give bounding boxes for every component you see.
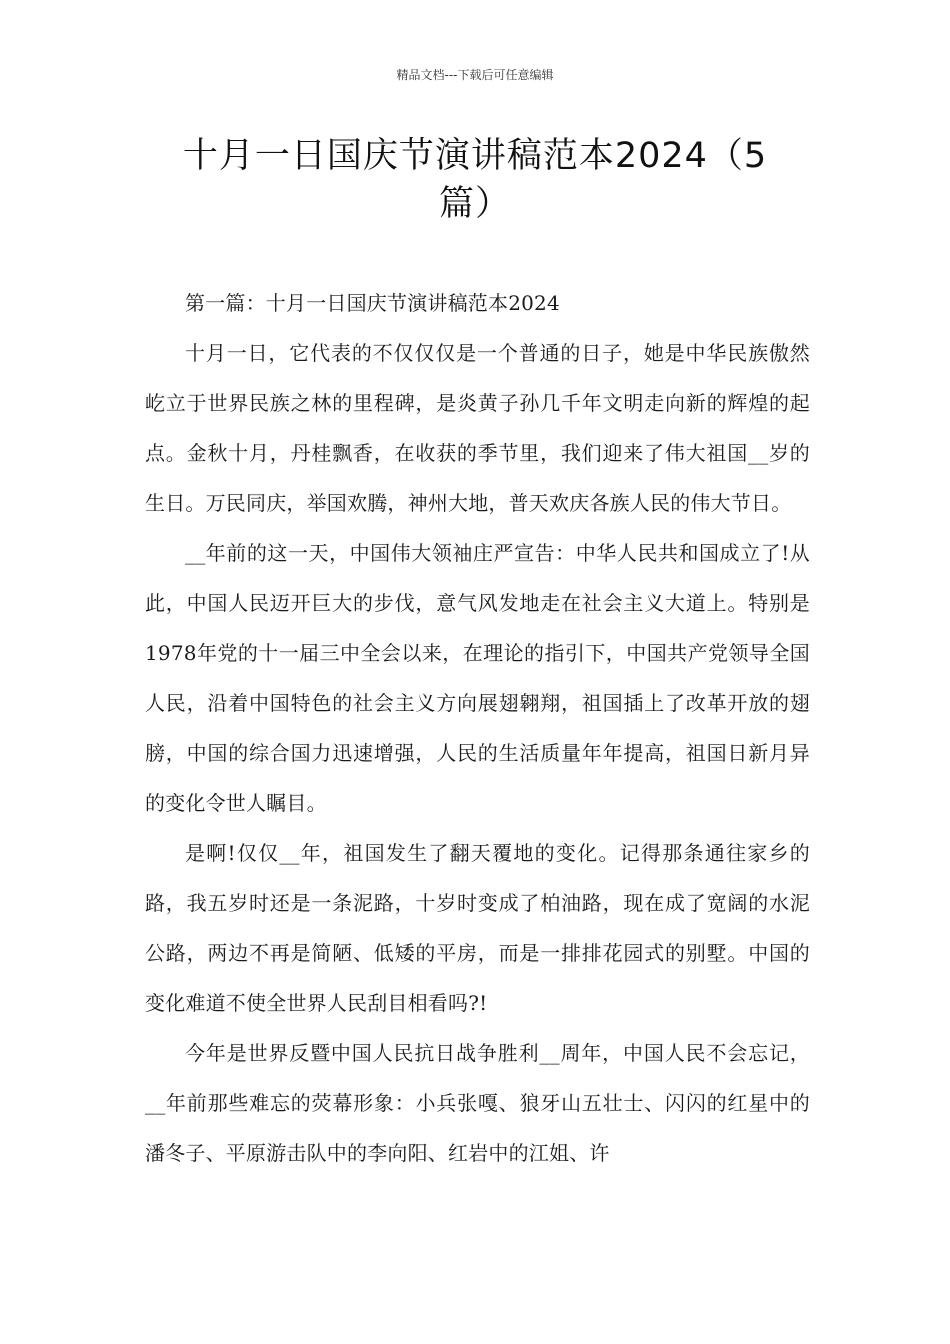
section-heading: 第一篇：十月一日国庆节演讲稿范本2024	[185, 291, 560, 315]
paragraph: 是啊!仅仅__年，祖国发生了翻天覆地的变化。记得那条通往家乡的路，我五岁时还是一条泥路，十岁时变成了柏油路，现在成了宽阔的水泥公路，两边不再是简陋、低矮的平房，而是一排排花园式的别墅。中国的变化难道不使全世界人民刮目相看吗?!	[145, 841, 810, 1015]
page-header: 精品文档---下载后可任意编辑	[396, 68, 554, 82]
title-line-1: 十月一日国庆节演讲稿范本2024（5	[182, 136, 768, 176]
paragraph: 今年是世界反暨中国人民抗日战争胜利__周年，中国人民不会忘记，__年前那些难忘的荧幕形象：小兵张嘎、狼牙山五壮士、闪闪的红星中的潘冬子、平原游击队中的李向阳、红岩中的江姐、许	[145, 1041, 810, 1165]
paragraph: __年前的这一天，中国伟大领袖庄严宣告：中华人民共和国成立了!从此，中国人民迈开巨大的步伐，意气风发地走在社会主义大道上。特别是1978年党的十一届三中全会以来，在理论的指引下，中国共产党领导全国人民，沿着中国特色的社会主义方向展翅翱翔，祖国插上了改革开放的翅膀，中国的综合国力迅速增强，人民的生活质量年年提高，祖国日新月异的变化令世人瞩目。	[145, 541, 810, 815]
document-title	[145, 132, 805, 228]
title-line-2: 篇）	[438, 184, 511, 224]
paragraph: 十月一日，它代表的不仅仅仅是一个普通的日子，她是中华民族傲然屹立于世界民族之林的里程碑，是炎黄子孙几千年文明走向新的辉煌的起点。金秋十月，丹桂飘香，在收获的季节里，我们迎来了伟大祖国__岁的生日。万民同庆，举国欢腾，神州大地，普天欢庆各族人民的伟大节日。	[145, 341, 810, 515]
document-body	[145, 278, 810, 1178]
